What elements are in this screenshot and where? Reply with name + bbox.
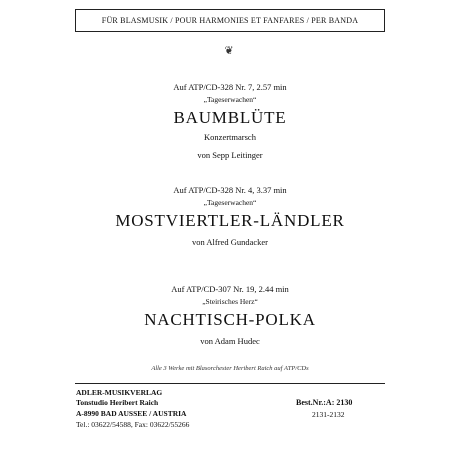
footer-divider: [75, 383, 385, 384]
work-1-composer: von Sepp Leitinger: [197, 150, 263, 160]
publisher-contact: Tel.: 03622/54588, Fax: 03622/55266: [76, 420, 190, 429]
publisher-name: ADLER-MUSIKVERLAG: [76, 388, 163, 397]
work-1-title: BAUMBLÜTE: [173, 108, 287, 127]
publisher-studio: Tonstudio Heribert Raich: [76, 398, 159, 407]
category-banner: [75, 9, 385, 32]
flourish-ornament-icon: ❦: [224, 45, 234, 57]
recording-note: Alle 3 Werke mit Blasorchester Heribert Raich auf ATP/CDs: [151, 365, 309, 372]
work-2-album: „Tageserwachen“: [203, 198, 257, 207]
work-1-genre: Konzertmarsch: [204, 132, 256, 142]
work-3-album: „Steirisches Herz“: [202, 297, 258, 306]
work-3-title: NACHTISCH-POLKA: [144, 310, 316, 329]
work-2-title: MOSTVIERTLER-LÄNDLER: [115, 211, 345, 230]
work-1-album: „Tageserwachen“: [203, 95, 257, 104]
work-3-recording: Auf ATP/CD-307 Nr. 19, 2.44 min: [171, 284, 289, 294]
work-3-composer: von Adam Hudec: [200, 336, 260, 346]
category-banner-text: FÜR BLASMUSIK / POUR HARMONIES ET FANFARES / PER BANDA: [101, 16, 359, 25]
publisher-address: A-8990 BAD AUSSEE / AUSTRIA: [76, 409, 187, 418]
order-range: 2131-2132: [312, 410, 345, 419]
work-2-composer: von Alfred Gundacker: [191, 237, 268, 247]
work-2-recording: Auf ATP/CD-328 Nr. 4, 3.37 min: [173, 185, 287, 195]
work-1-recording: Auf ATP/CD-328 Nr. 7, 2.57 min: [173, 82, 287, 92]
order-number: Best.Nr.:A: 2130: [296, 398, 353, 407]
